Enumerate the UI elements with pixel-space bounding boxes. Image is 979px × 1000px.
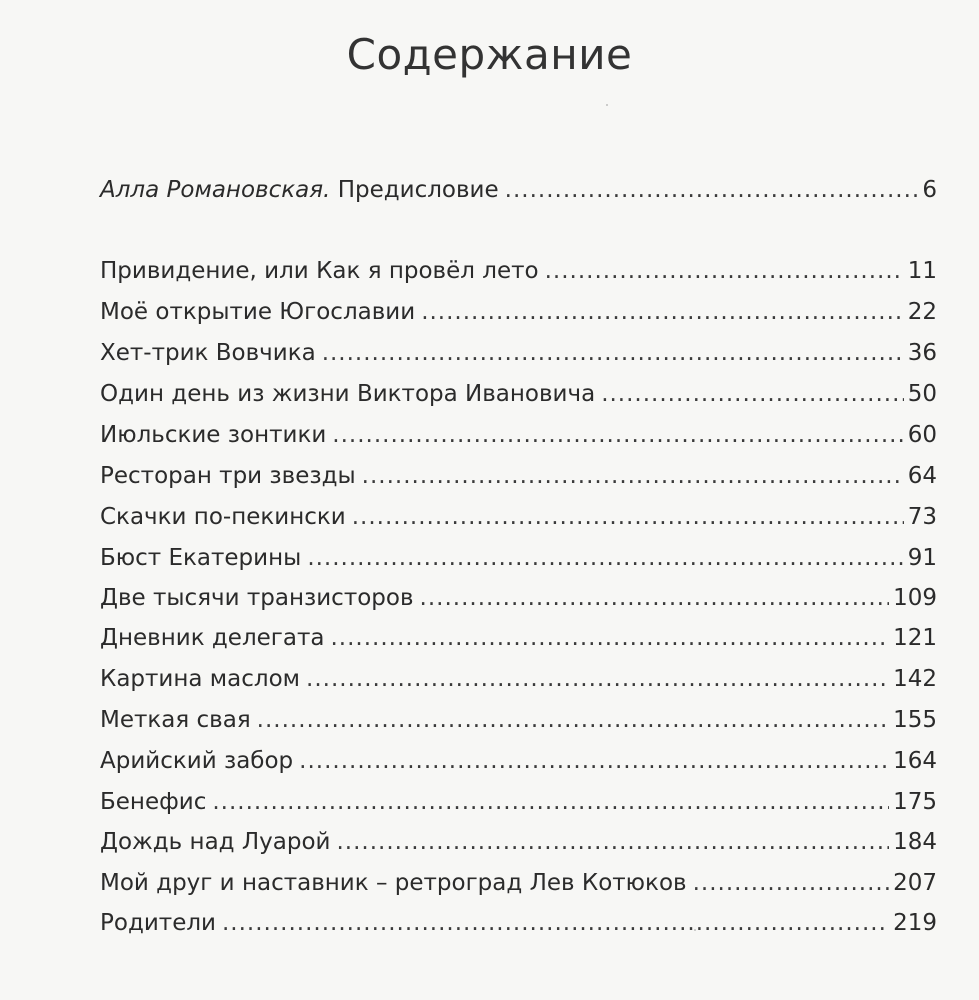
dot-leader (362, 460, 904, 492)
toc-entry-page: 207 (893, 870, 937, 896)
dot-leader (322, 337, 904, 369)
page-title: Содержание (346, 30, 633, 79)
toc-entry-page: 164 (893, 748, 937, 774)
dot-leader (257, 704, 889, 736)
paper-speck (694, 929, 696, 931)
dot-leader (332, 419, 903, 451)
toc-entry-page: 142 (893, 666, 937, 692)
toc-entry (100, 419, 937, 451)
toc-entry-label: Скачки по-пекински (100, 504, 346, 530)
toc-entry (100, 704, 937, 736)
toc-entry-label (100, 174, 499, 206)
dot-leader (307, 542, 903, 574)
dot-leader (337, 826, 890, 858)
toc-entry-page: 109 (893, 585, 937, 611)
toc-entry-page: 73 (907, 504, 937, 530)
toc-entry-label: Привидение, или Как я провёл лето (100, 258, 539, 284)
toc-entry (100, 745, 937, 777)
toc-entry-label: Ресторан три звезды (100, 463, 356, 489)
toc-entry (100, 907, 937, 939)
toc-entry-label: Хет-трик Вовчика (100, 340, 316, 366)
dot-leader (505, 174, 919, 206)
toc-entry-page: 64 (907, 463, 937, 489)
toc-entry (100, 663, 937, 695)
toc-entry-label: Один день из жизни Виктора Ивановича (100, 381, 596, 407)
dot-leader (352, 501, 904, 533)
toc-entry-label: Бюст Екатерины (100, 545, 302, 571)
toc-entry-page: 219 (893, 910, 937, 936)
toc-entry-label: Бенефис (100, 789, 207, 815)
toc-entry (100, 255, 937, 287)
toc-entry-label: Июльские зонтики (100, 422, 327, 448)
toc-entry-preface (100, 174, 937, 206)
dot-leader (601, 378, 904, 410)
toc-entry-label: Меткая свая (100, 707, 251, 733)
toc-entry-label: Дневник делегата (100, 625, 325, 651)
toc-entry-label: Дождь над Луарой (100, 829, 331, 855)
toc-entry (100, 622, 937, 654)
toc-entry-label: Картина маслом (100, 666, 301, 692)
toc-entry (100, 786, 937, 818)
dot-leader (330, 622, 889, 654)
toc-entry-page: 121 (893, 625, 937, 651)
toc-entry (100, 460, 937, 492)
toc-entry-page: 22 (907, 299, 937, 325)
toc-entry-label: Арийский забор (100, 748, 294, 774)
dot-leader (212, 786, 889, 818)
toc-entry (100, 542, 937, 574)
toc-entry-page: 91 (907, 545, 937, 571)
dot-leader (545, 255, 904, 287)
paper-speck (606, 104, 608, 106)
dot-leader (420, 582, 890, 614)
toc-entry-page: 60 (907, 422, 937, 448)
dot-leader (222, 907, 889, 939)
toc-entry (100, 867, 937, 899)
toc-entry-label: Родители (100, 910, 216, 936)
toc-entry-label: Мой друг и наставник – ретроград Лев Котюков (100, 870, 687, 896)
toc-entry (100, 296, 937, 328)
toc-entry-page: 50 (907, 381, 937, 407)
toc-entry-page: 11 (907, 258, 937, 284)
toc-entry-label: Две тысячи транзисторов (100, 585, 414, 611)
toc-entry (100, 501, 937, 533)
toc-entry-page: 175 (893, 789, 937, 815)
toc-entry-page: 184 (893, 829, 937, 855)
toc-entry (100, 337, 937, 369)
toc-entry-label: Моё открытие Югославии (100, 299, 416, 325)
dot-leader (299, 745, 889, 777)
toc-entry (100, 582, 937, 614)
dot-leader (306, 663, 889, 695)
preface-author: Алла Романовская. (100, 177, 331, 203)
dot-leader (693, 867, 890, 899)
toc-entry-page: 155 (893, 707, 937, 733)
toc-entry (100, 826, 937, 858)
toc-entry (100, 378, 937, 410)
toc-entry-page: 6 (922, 177, 937, 203)
preface-label: Предисловие (337, 177, 499, 203)
toc-entry-page: 36 (907, 340, 937, 366)
dot-leader (421, 296, 904, 328)
